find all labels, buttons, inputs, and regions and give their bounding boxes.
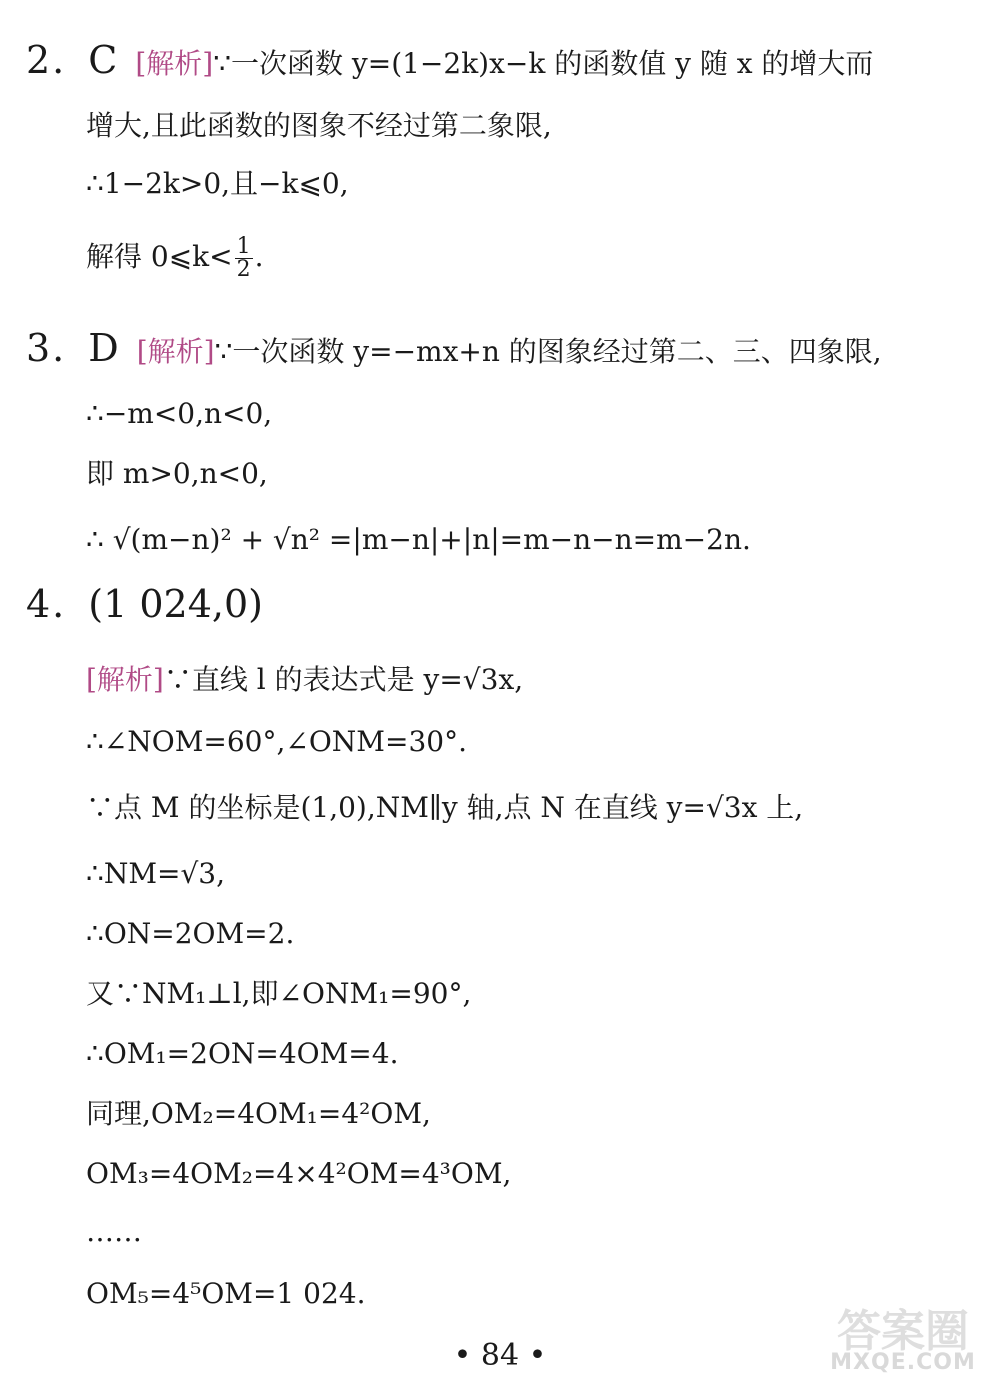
q3-line-3: 即 m>0,n<0, <box>86 457 268 490</box>
q3-line-1: ∵一次函数 y=−mx+n 的图象经过第二、三、四象限, <box>214 335 882 368</box>
watermark-url-text: MXQE.COM <box>830 1350 976 1375</box>
q2-analysis-tag: [解析] <box>135 47 214 80</box>
q3-header <box>26 326 882 370</box>
q3-number: 3. <box>26 326 67 370</box>
q4-line-1 <box>86 662 523 698</box>
q4-line-8: 同理,OM₂=4OM₁=4²OM, <box>86 1097 431 1130</box>
q2-result <box>86 236 264 281</box>
q2-header <box>26 38 874 82</box>
page-number: • 84 • <box>453 1338 547 1373</box>
q3-analysis-tag: [解析] <box>136 335 215 368</box>
q2-number: 2. <box>26 38 67 82</box>
q4-line-1-text: ∵直线 l 的表达式是 y=√3x, <box>163 663 524 696</box>
q2-fraction <box>235 236 253 281</box>
q3-answer: D <box>88 326 119 370</box>
q4-line-7: ∴OM₁=2ON=4OM=4. <box>86 1037 399 1070</box>
q4-answer: (1 024,0) <box>88 582 263 626</box>
q2-result-suffix: . <box>254 240 264 273</box>
q4-line-3: ∵点 M 的坐标是(1,0),NM∥y 轴,点 N 在直线 y=√3x 上, <box>86 791 804 824</box>
q4-line-5: ∴ON=2OM=2. <box>86 917 295 950</box>
q4-line-10: …… <box>86 1215 142 1248</box>
q2-fraction-numerator: 1 <box>236 234 251 259</box>
q2-fraction-denominator: 2 <box>236 257 251 282</box>
q4-line-4: ∴NM=√3, <box>86 857 226 890</box>
q3-line-2: ∴−m<0,n<0, <box>86 397 273 430</box>
q4-line-6: 又∵NM₁⊥l,即∠ONM₁=90°, <box>86 977 472 1010</box>
q4-line-11: OM₅=4⁵OM=1 024. <box>86 1277 366 1310</box>
q4-number: 4. <box>26 582 67 626</box>
q4-analysis-tag: [解析] <box>86 663 164 696</box>
q2-line-1: ∵一次函数 y=(1−2k)x−k 的函数值 y 随 x 的增大而 <box>213 47 874 80</box>
q2-line-2: 增大,且此函数的图象不经过第二象限, <box>86 109 552 142</box>
watermark-cn-text: 答案圈 <box>837 1306 969 1357</box>
q2-answer: C <box>88 38 118 82</box>
q4-line-2: ∴∠NOM=60°,∠ONM=30°. <box>86 725 467 758</box>
q4-header <box>26 582 281 626</box>
watermark-logo <box>814 1295 992 1381</box>
q3-line-4: ∴ √(m−n)² + √n² =|m−n|+|n|=m−n−n=m−2n. <box>86 523 751 556</box>
q2-line-3: ∴1−2k>0,且−k⩽0, <box>86 167 349 200</box>
q4-line-9: OM₃=4OM₂=4×4²OM=4³OM, <box>86 1157 512 1190</box>
q2-result-prefix: 解得 0⩽k< <box>86 240 233 273</box>
